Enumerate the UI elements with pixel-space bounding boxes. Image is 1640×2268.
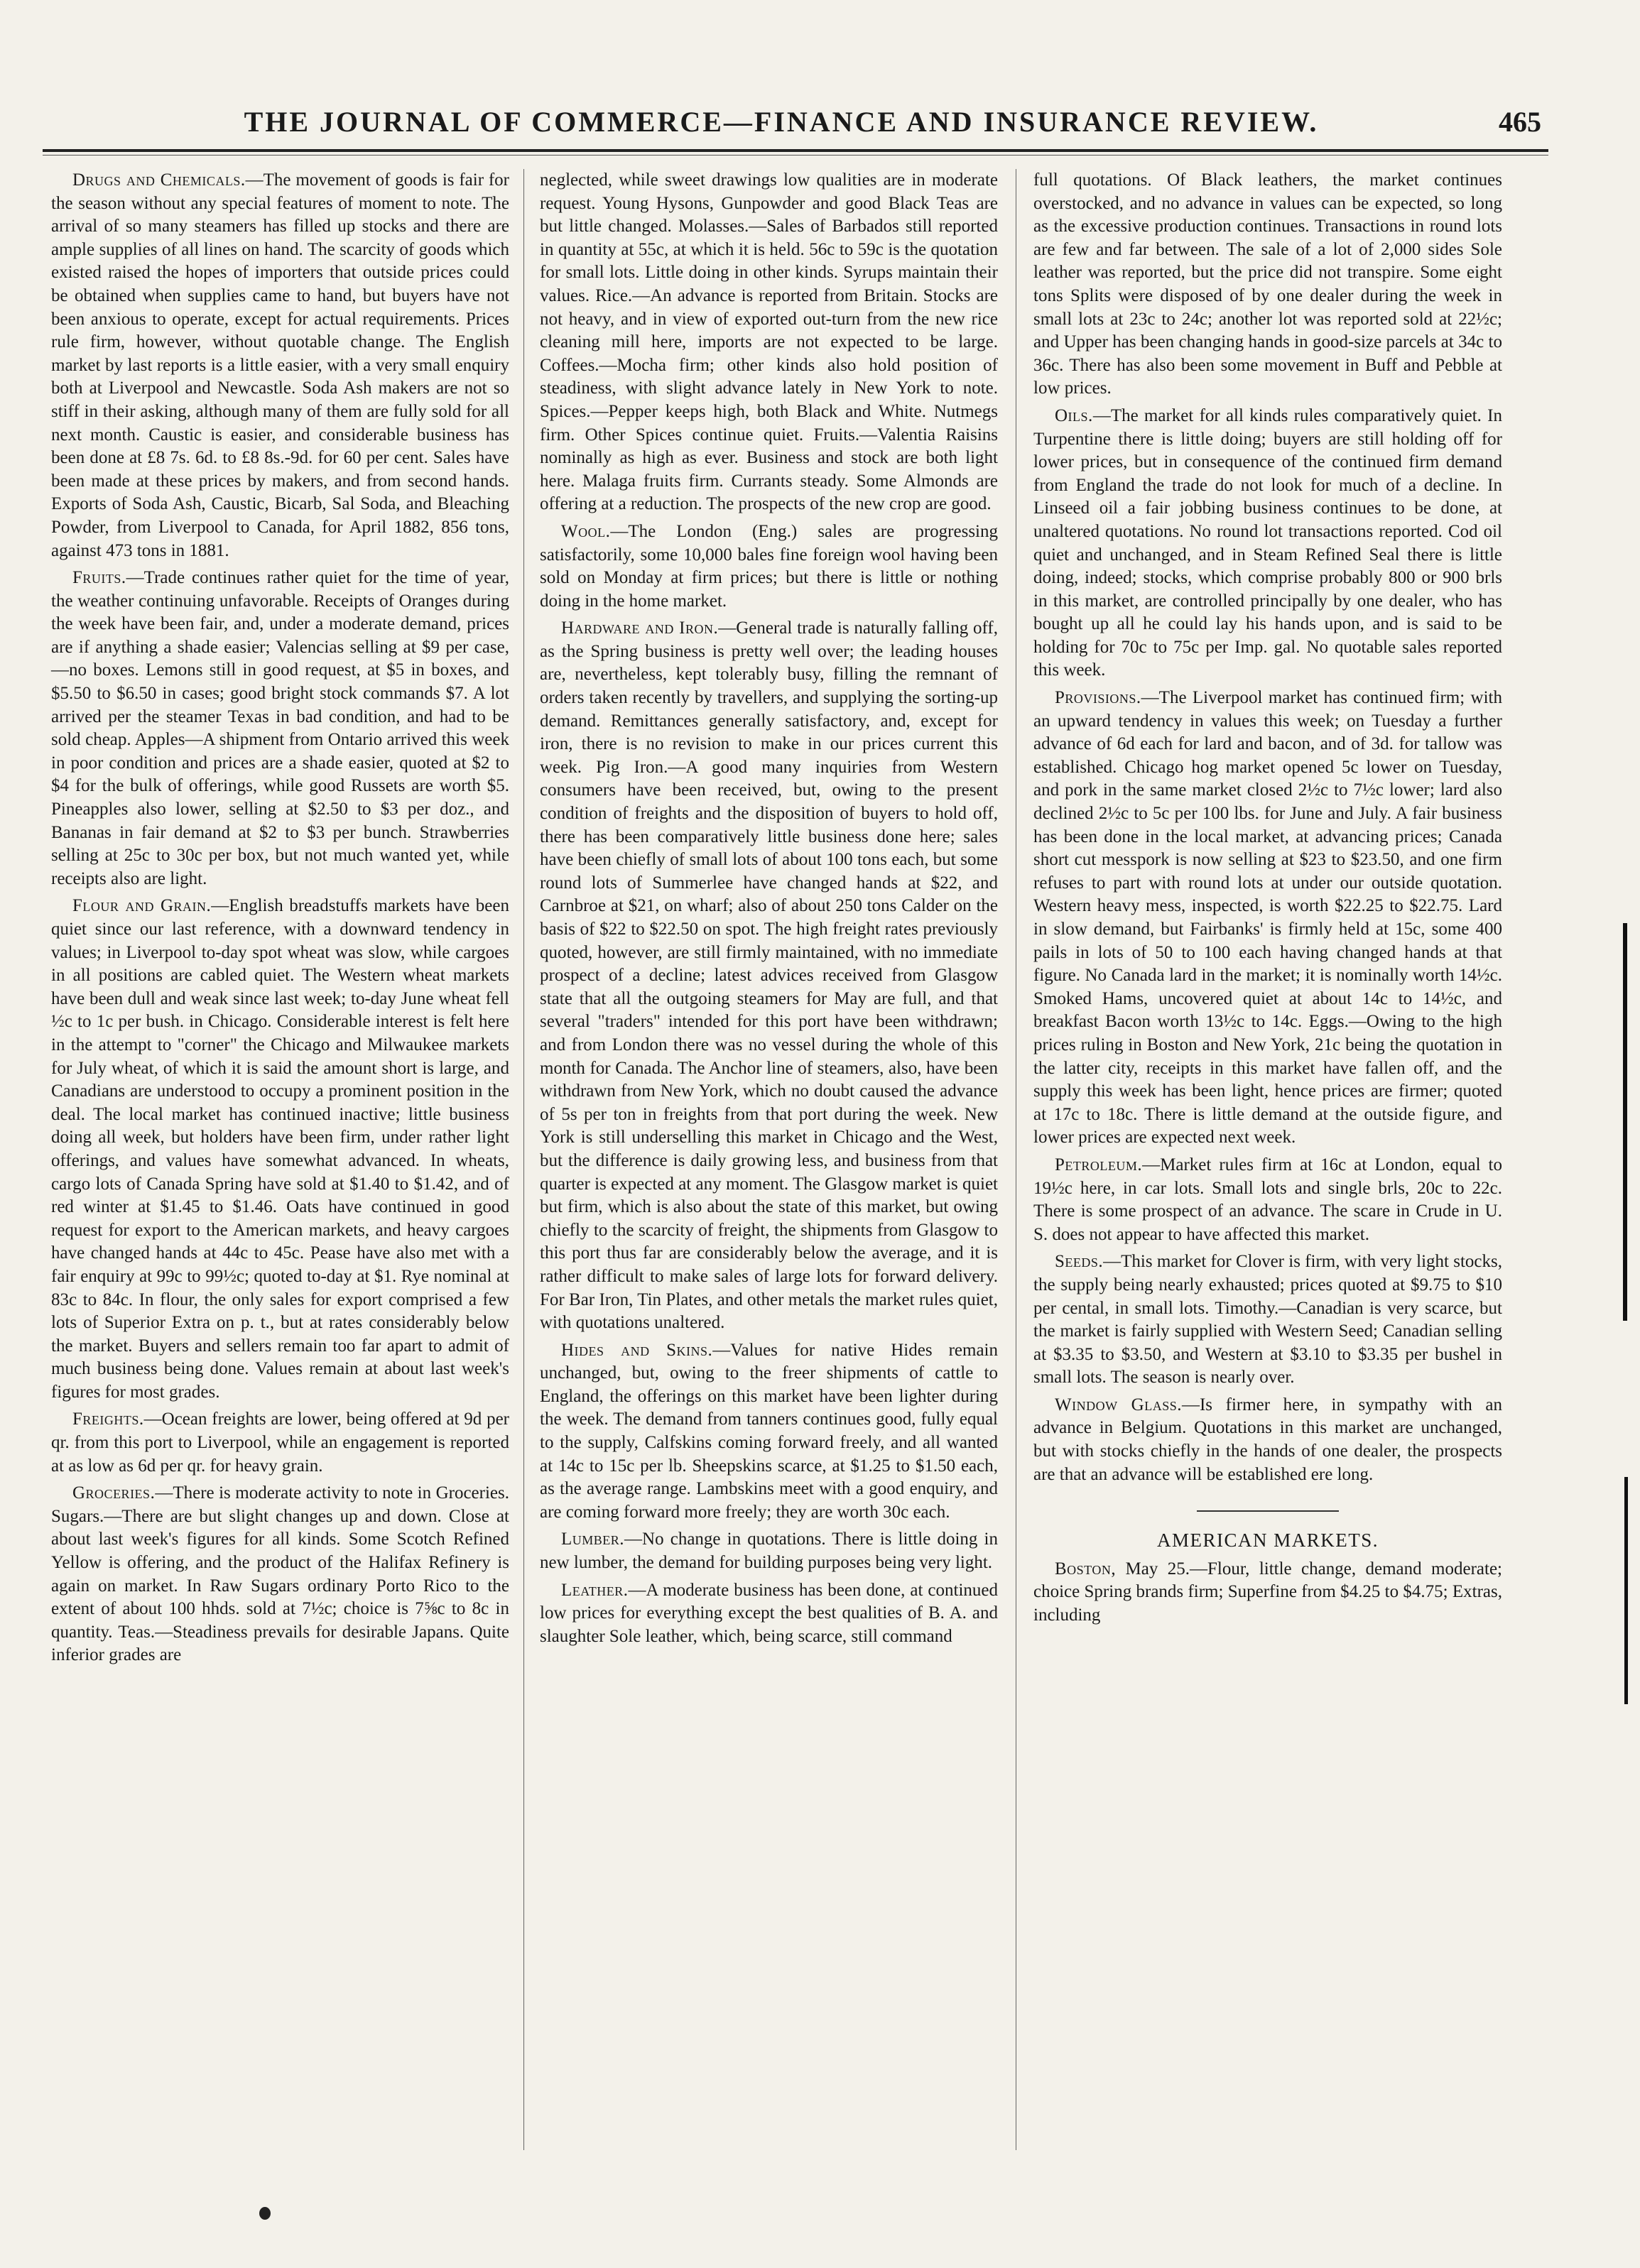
heading-oils: Oils. (1055, 405, 1093, 425)
body-groceries: —There is moderate activity to note in Groceries. Sugars.—There are but slight changes up and down. Close at about last week's figures for all kinds. Some Scotch Refined Yellow is offering, and the product of the Halifax Refinery is again on market. In Raw Sugars ordinary Porto Rico to the extent of about 100 hhds. sold at 7½c; choice is 7⅝c to 8c in quantity. Teas.—Steadiness prevails for desirable Japans. Quite inferior grades are (51, 1483, 509, 1665)
body-freights: —Ocean freights are lower, being offered at 9d per qr. from this port to Liverpool, while an engagement is reported at as low as 6d per qr. for heavy grain. (51, 1410, 509, 1476)
article-boston (1033, 1558, 1502, 1628)
body-flour: —English breadstuffs markets have been quiet since our last reference, with a downward tendency in values; in Liverpool to-day spot wheat was slow, while cargoes in all positions are cabled quiet. The Western wheat markets have been dull and weak since last week; to-day June wheat fell ½c to 1c per bush. in Chicago. Considerable interest is felt here in the attempt to "corner" the Chicago and Milwaukee markets for July wheat, of which it is said the amount short is large, and Canadians are understood to occupy a prominent position in the deal. The local market has continued inactive; little business doing all week, but holders have been firm, under rather light offerings, and values have somewhat advanced. In wheats, cargo lots of Canada Spring have sold at $1.40 to $1.42, and of red winter at $1.45 to $1.46. Oats have continued in good request for export to the American markets, and heavy cargoes have changed hands at 44c to 45c. Pease have also met with a fair enquiry at 99c to 99½c; quoted to-day at $1. Rye nominal at 83c to 84c. In flour, the only sales for export comprised a few lots of Superior Extra on p. t., but at rates considerably below the market. Buyers and sellers remain too far apart to admit of much business being done. Values remain at about last week's figures for most grades. (51, 896, 509, 1402)
body-leather-cont: full quotations. Of Black leathers, the market continues overstocked, and no advance in values can be expected, so long as the excessive production continues. Transactions in round lots are few and far between. The sale of a lot of 2,000 sides Sole leather was reported, but the price did not transpire. Some eight tons Splits were disposed of by one dealer during the week in small lots at 23c to 24c; another lot was reported sold at 22½c; and Upper has been changing hands in good-size parcels at 34c to 36c. There has also been some movement in Buff and Pebble at low prices. (1033, 170, 1502, 398)
heading-groceries: Groceries. (72, 1483, 156, 1503)
article-petroleum (1033, 1154, 1502, 1246)
article-hides (540, 1339, 998, 1525)
heading-boston: Boston, (1055, 1559, 1117, 1579)
article-groceries-cont (540, 169, 998, 516)
article-groceries (51, 1482, 509, 1667)
body-hides: —Values for native Hides remain unchanged, but, owing to the freer shipments of cattle to England, the offerings on this market have been lighter during the week. The demand from tanners continues good, fully equal to the supply, Calfskins coming forward freely, and all wanted at 14c to 15c per lb. Sheepskins scarce, at $1.25 to $1.50 each, as the average range. Lambskins meet with a good enquiry, and are coming forward more freely; they are worth 30c each. (540, 1340, 998, 1522)
body-drugs: —The movement of goods is fair for the season without any special features of moment to note. The arrival of so many steamers has filled up stocks and there are ample supplies of all lines on hand. The scarcity of goods which existed raised the hopes of importers that outside prices could be obtained when supplies came to hand, but buyers have not been anxious to operate, except for actual requirements. Prices rule firm, however, without quotable change. The English market by last reports is a little easier, with a very small enquiry both at Liverpool and Newcastle. Soda Ash makers are not so stiff in their asking, although many of them are fully sold for all next month. Caustic is easier, and considerable business has been done at £8 7s. 6d. to £8 8s.-9d. for 60 per cent. Sales have been made at these prices by makers, and from second hands. Exports of Soda Ash, Caustic, Bicarb, Sal Soda, and Bleaching Powder, from Liverpool to Canada, for April 1882, 856 tons, against 473 tons in 1881. (51, 170, 510, 560)
heading-provisions: Provisions. (1055, 688, 1141, 708)
page-number: 465 (1499, 106, 1541, 138)
heading-freights: Freights. (72, 1410, 144, 1429)
article-seeds (1033, 1250, 1502, 1390)
scan-edge-mark-lower (1624, 1477, 1628, 1704)
heading-wool: Wool. (561, 521, 611, 541)
header-rule (43, 149, 1548, 152)
heading-window-glass: Window Glass. (1055, 1395, 1182, 1414)
header-rule-thin (43, 155, 1548, 156)
body-leather: —A moderate business has been done, at continued low prices for everything except the best qualities of B. A. and slaughter Sole leather, which, being scarce, still command (540, 1580, 998, 1646)
column-3 (1033, 169, 1502, 1632)
ink-blot (259, 2207, 271, 2220)
body-petroleum: —Market rules firm at 16c at London, equal to 19½c here, in car lots. Small lots and single brls, 20c to 22c. There is some prospect of an advance. The scare in Crude in U. S. does not appear to have affected this market. (1033, 1155, 1502, 1244)
article-fruits (51, 567, 509, 890)
body-oils: —The market for all kinds rules comparatively quiet. In Turpentine there is little doing; buyers are still holding off for lower prices, but in consequence of the continued firm demand from England the trade do not look for much of a decline. In Linseed oil a fair jobbing business continues to be done, at unaltered quotations. No round lot transactions reported. Cod oil quiet and unchanged, and in Steam Refined Seal there is little doing, indeed; stocks, which comprise probably 800 or 900 brls in this market, are controlled principally by one dealer, who has bought up all he could lay his hands upon, and is said to be holding for 70c to 75c per Imp. gal. No quotable sales reported this week. (1033, 405, 1502, 680)
american-markets-title: AMERICAN MARKETS. (1156, 1530, 1379, 1552)
body-provisions: —The Liverpool market has continued firm; with an upward tendency in values this week; on Tuesday a further advance of 6d each for lard and bacon, and of 3d. for tallow was established. Chicago hog market opened 5c lower on Tuesday, and pork in the same market closed 2½c to 7½c lower; lard also declined 2½c to 5c per 100 lbs. for June and July. A fair business has been done in the local market, at advancing prices; Canada short cut messpork is now selling at $23 to $23.50, and one firm refuses to part with round lots at under our outside quotation. Western heavy mess, inspected, is worth $22.25 to $22.75. Lard in slow demand, but Fairbanks' is firmly held at 15c, some 400 pails in lots of 50 to 100 each having changed hands at that figure. No Canada lard in the market; it is nominally worth 14½c. Smoked Hams, uncovered quiet at about 14c to 14½c, and breakfast Bacon worth 13½c to 14c. Eggs.—Owing to the high prices ruling in Boston and New York, 21c being the quotation in the latter city, receipts in this market have fallen off, and the supply this week has been light, hence prices are firmer; quoted at 17c to 18c. There is little demand at the outside figure, and lower prices are expected next week. (1033, 688, 1502, 1147)
page-header (107, 105, 1541, 148)
body-boston: May 25.—Flour, little change, demand moderate; choice Spring brands firm; Superfine from $4.25 to $4.75; Extras, including (1033, 1559, 1502, 1625)
body-wool: —The London (Eng.) sales are progressing satisfactorily, some 10,000 bales fine foreign wool having been sold on Monday at firm prices; but there is little or nothing doing in the home market. (540, 521, 998, 611)
column-divider-1 (523, 169, 524, 2150)
article-hardware (540, 617, 998, 1334)
article-freights (51, 1408, 509, 1478)
body-groceries-cont: neglected, while sweet drawings low qualities are in moderate request. Young Hysons, Gunpowder and good Black Teas are but little changed. Molasses.—Sales of Barbados still reported in quantity at 55c, at which it is held. 56c to 59c is the quotation for small lots. Little doing in other kinds. Syrups maintain their values. Rice.—An advance is reported from Britain. Stocks are not heavy, and in view of exported out-turn from the new rice cleaning mill here, imports are not expected to be large. Coffees.—Mocha firm; other kinds also hold position of steadiness, with slight advance lately in New York to note. Spices.—Pepper keeps high, both Black and White. Nutmegs firm. Other Spices continue quiet. Fruits.—Valentia Raisins nominally as high as ever. Business and stock are both light here. Malaga fruits firm. Currants steady. Some Almonds are offering at a reduction. The prospects of the new crop are good. (540, 170, 998, 514)
article-provisions (1033, 687, 1502, 1150)
heading-drugs: Drugs and Chemicals. (72, 170, 246, 190)
heading-leather: Leather. (561, 1580, 629, 1600)
column-1 (51, 169, 509, 1672)
article-leather (540, 1579, 998, 1649)
heading-seeds: Seeds. (1055, 1252, 1104, 1272)
section-rule (1197, 1510, 1339, 1512)
body-lumber: —No change in quotations. There is little doing in new lumber, the demand for building purposes being very light. (540, 1530, 998, 1573)
article-leather-cont (1033, 169, 1502, 400)
heading-petroleum: Petroleum. (1055, 1155, 1143, 1174)
heading-lumber: Lumber. (561, 1530, 625, 1549)
heading-hides: Hides and Skins. (561, 1340, 713, 1360)
body-hardware: —General trade is naturally falling off, as the Spring business is pretty well over; the leading houses are, nevertheless, kept tolerably busy, filling the remnant of orders taken recently by travellers, and supplying the sorting-up demand. Remittances generally satisfactory, and, except for iron, there is no revision to make in our prices current this week. Pig Iron.—A good many inquiries from Western consumers have been received, but, owing to the present condition of freights and the disposition of buyers to hold off, there has been comparatively little business done here; sales have been chiefly of small lots of about 100 tons each, but some round lots of Summerlee have changed hands at $22, and Carnbroe at $21, on wharf; also of about 250 tons Calder on the basis of $22 to $22.50 on spot. The high freight rates previously quoted, however, are still firmly maintained, with no immediate prospect of a decline; latest advices received from Glasgow state that all the outgoing steamers for May are full, and that several "traders" intended for this port have been withdrawn; and from London there was no vessel during the whole of this month for Canada. The Anchor line of steamers, also, have been withdrawn from New York, which no doubt caused the advance of 5s per ton in freights from that port during the week. New York is still underselling this market in Chicago and the West, but the difference is daily growing less, and business from that quarter is expected at any moment. The Glasgow market is quiet but firm, which is also about the state of this market, but owing chiefly to the scarcity of freight, the shipments from Glasgow to this port thus far are considerably below the average, and it is rather difficult to make sales of large lots for forward delivery. For Bar Iron, Tin Plates, and other metals the market rules quiet, with quotations unaltered. (540, 618, 998, 1333)
body-seeds: —This market for Clover is firm, with very light stocks, the supply being nearly exhausted; prices quoted at $9.75 to $10 per cental, in small lots. Timothy.—Canadian is very scarce, but the market is fairly supplied with Western Seed; Canadian selling at $3.35 to $3.50, and Western at $3.10 to $3.35 per bushel in small lots. The season is nearly over. (1033, 1252, 1502, 1387)
article-wool (540, 520, 998, 613)
column-2 (540, 169, 998, 1652)
article-flour (51, 895, 509, 1404)
article-oils (1033, 405, 1502, 682)
body-fruits: —Trade continues rather quiet for the time of year, the weather continuing unfavorable. Receipts of Oranges during the week have been fair, and, under a moderate demand, prices are if anything a shade easier; Valencias selling at $9 per case,—no boxes. Lemons still in good request, at $5 in boxes, and $5.50 to $6.50 in cases; good bright stock commands $7. A lot arrived per the steamer Texas in bad condition, and had to be sold cheap. Apples—A shipment from Ontario arrived this week in poor condition and prices are a shade easier, quoted at $2 to $4 for the bulk of offerings, while good Russets are worth $5. Pineapples also lower, selling at $2.50 to $3 per doz., and Bananas in fair demand at $2 to $3 per bunch. Strawberries selling at 25c to 30c per box, but not much wanted yet, while receipts also are light. (51, 568, 509, 888)
heading-hardware: Hardware and Iron. (561, 618, 719, 638)
body-window-glass: —Is firmer here, in sympathy with an advance in Belgium. Quotations in this market are unchanged, but with stocks chiefly in the hands of one dealer, the prospects are that an advance will be established ere long. (1033, 1395, 1502, 1484)
scan-edge-mark (1623, 923, 1627, 1321)
article-lumber (540, 1528, 998, 1574)
article-drugs (51, 169, 509, 562)
heading-fruits: Fruits. (72, 568, 126, 588)
article-window-glass (1033, 1394, 1502, 1486)
journal-title: THE JOURNAL OF COMMERCE—FINANCE AND INSURANCE REVIEW. (244, 106, 1319, 138)
heading-flour: Flour and Grain. (72, 896, 212, 916)
